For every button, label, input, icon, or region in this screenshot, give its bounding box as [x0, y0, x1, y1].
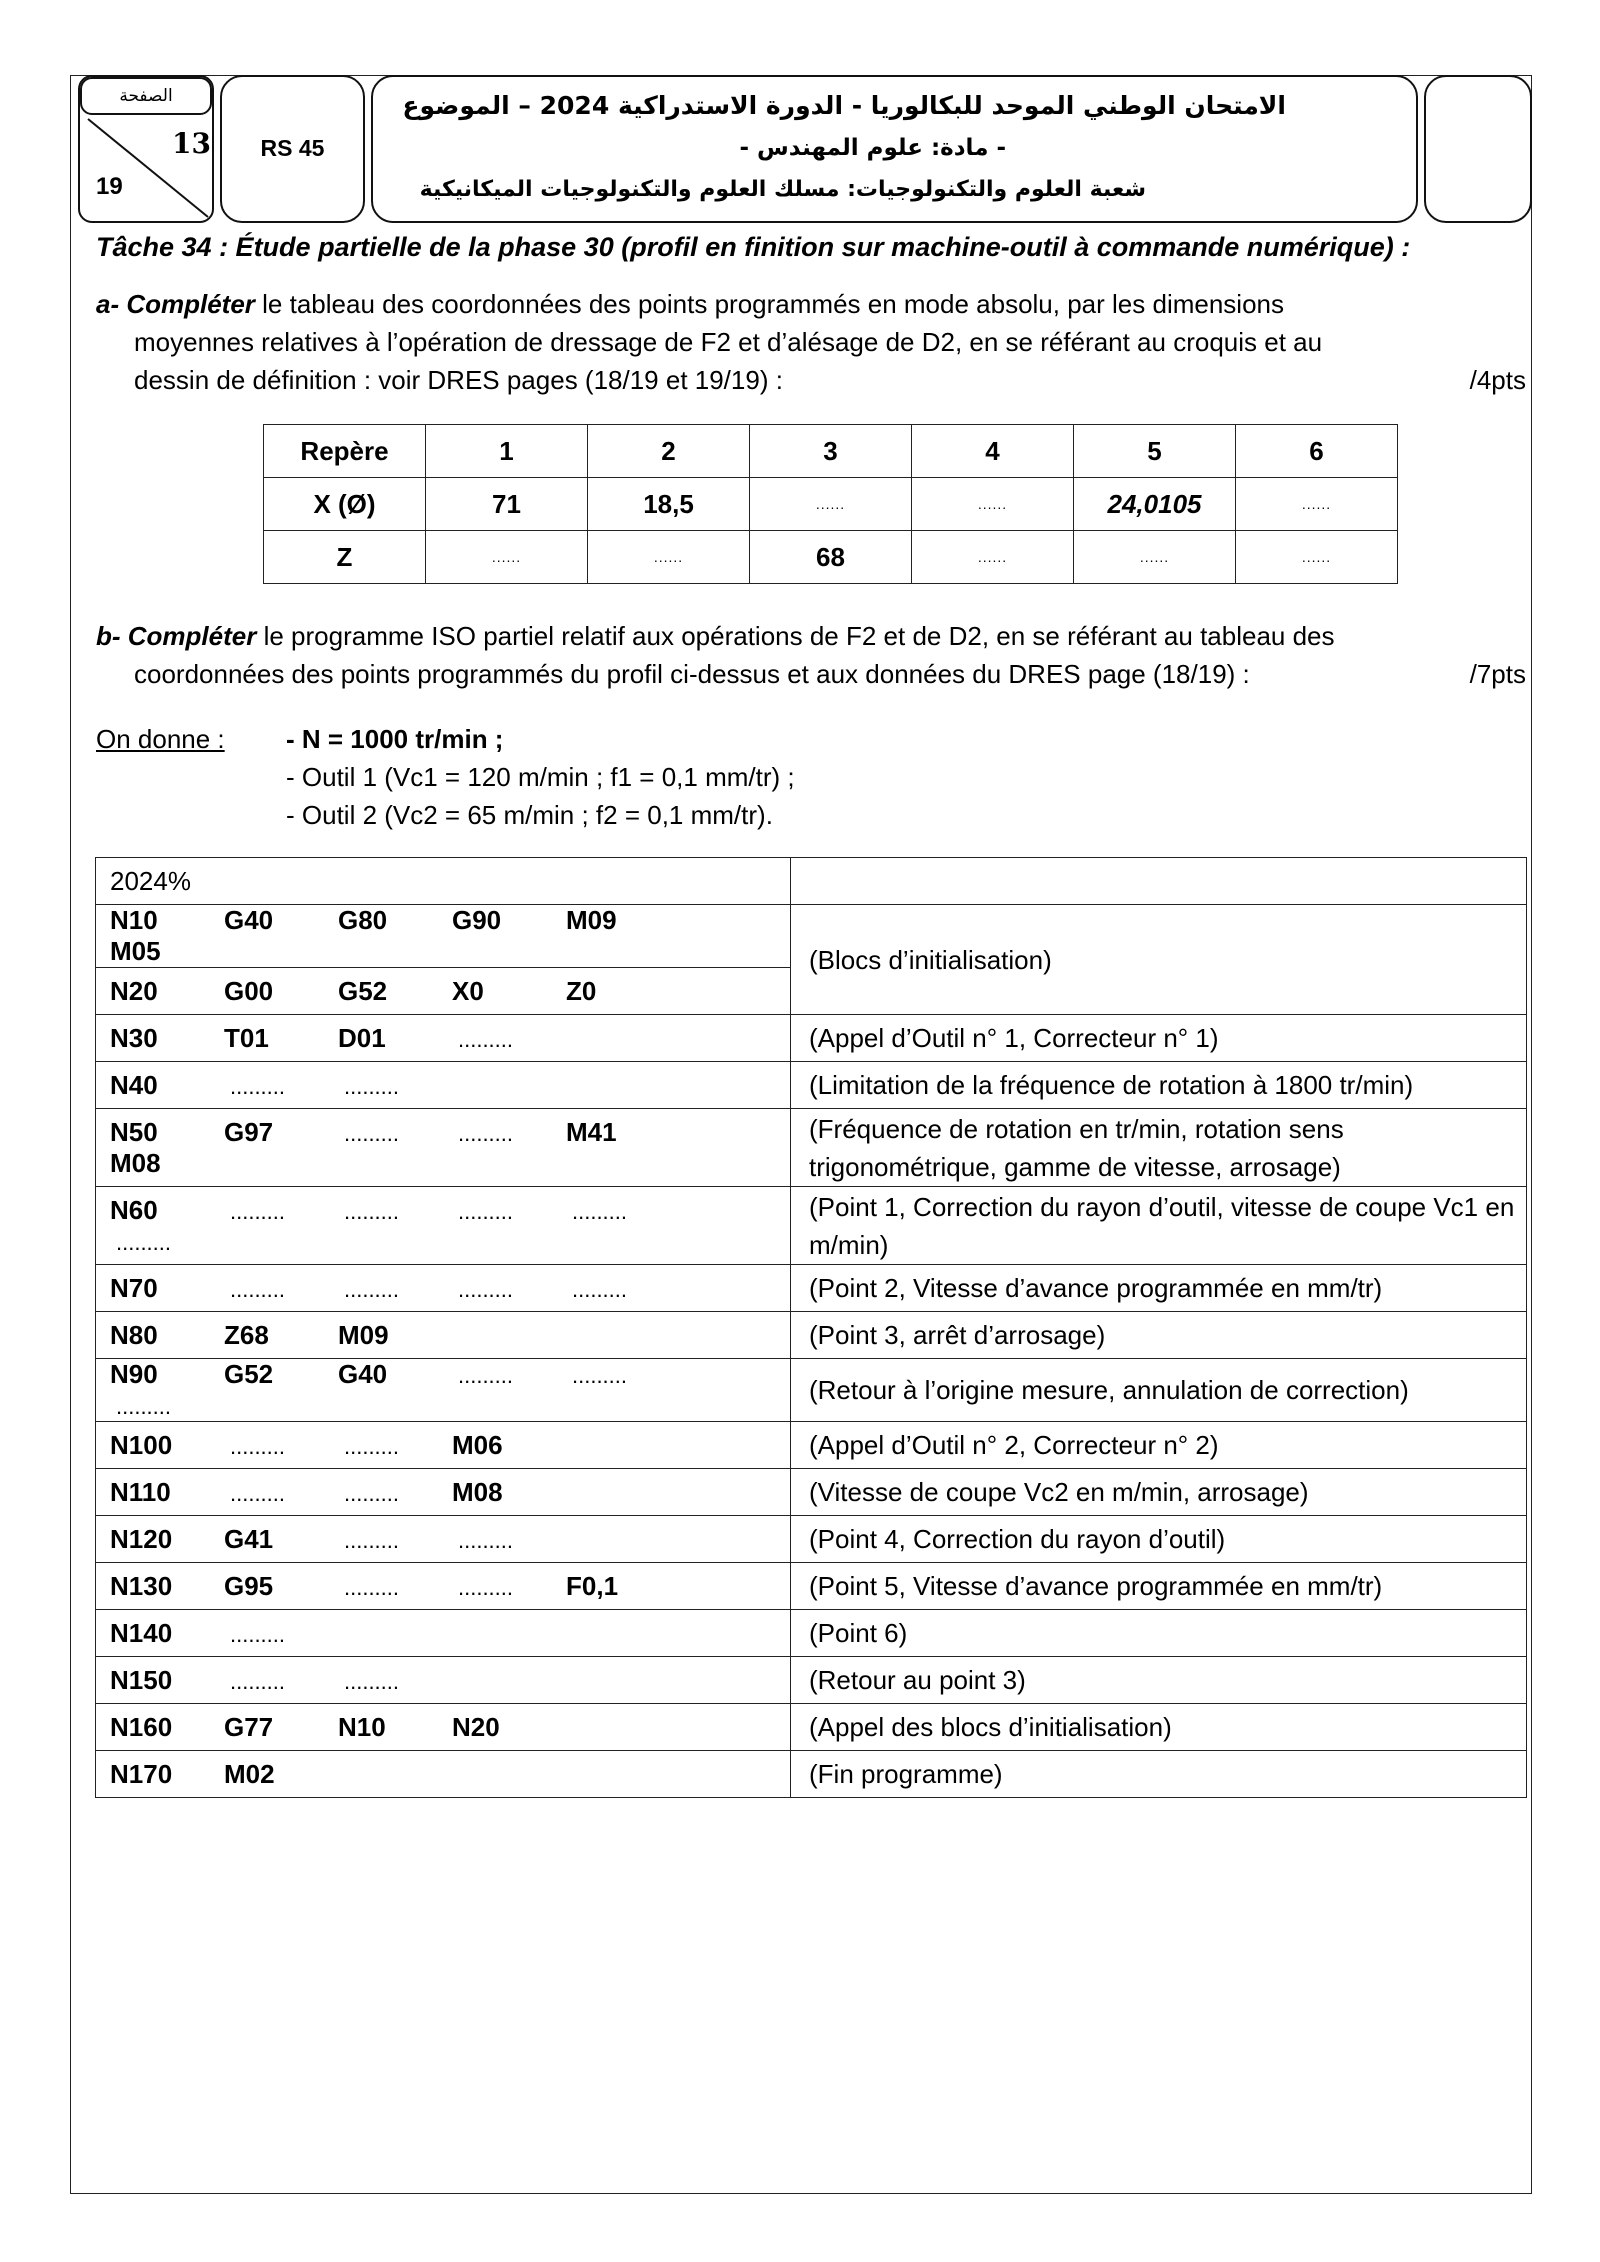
coords-x-cell: 18,5 [588, 478, 750, 531]
blank-field[interactable]: ......... [458, 1363, 514, 1388]
program-comment: (Appel d’Outil n° 1, Correcteur n° 1) [791, 1015, 1527, 1062]
program-word: N100 [110, 1429, 173, 1460]
program-word: D01 [338, 1022, 386, 1053]
coords-col-header: 6 [1236, 425, 1398, 478]
iso-program-table [95, 857, 1527, 1798]
program-comment: (Retour au point 3) [791, 1657, 1527, 1704]
coords-col-header: 3 [750, 425, 912, 478]
program-comment: (Appel d’Outil n° 2, Correcteur n° 2) [791, 1422, 1527, 1469]
part-a-label: a- Compléter [96, 289, 255, 319]
coords-x-row [264, 478, 1398, 531]
program-comment: (Point 2, Vitesse d’avance programmée en mm/tr) [791, 1265, 1527, 1312]
program-comment: (Blocs d’initialisation) [791, 905, 1527, 1015]
part-a-line-2: moyennes relatives à l’opération de dressage de F2 et d’alésage de D2, en se référant au croquis et au [134, 327, 1323, 357]
coords-row-header: Z [264, 531, 426, 584]
blank-field[interactable]: ......... [344, 1527, 400, 1553]
program-word: M09 [566, 905, 617, 935]
program-row [96, 1422, 1527, 1469]
program-word: M09 [338, 1319, 389, 1350]
program-word: G77 [224, 1711, 274, 1742]
blank-field[interactable]: ......... [230, 1621, 286, 1647]
program-comment: (Point 3, arrêt d’arrosage) [791, 1312, 1527, 1359]
program-word: T01 [224, 1022, 269, 1053]
coords-col-header: 2 [588, 425, 750, 478]
program-header-row [96, 858, 1527, 905]
program-word: N110 [110, 1476, 171, 1507]
program-word: G52 [224, 1359, 274, 1389]
blank-field[interactable]: ......... [458, 1574, 514, 1600]
blank-field[interactable]: ......... [572, 1276, 628, 1302]
coords-header-row [264, 425, 1398, 478]
program-row [96, 1610, 1527, 1657]
program-block [96, 1062, 791, 1109]
program-number: 2024% [96, 858, 791, 905]
blank-field[interactable]: ......... [458, 1026, 514, 1052]
program-word: M06 [452, 1429, 503, 1460]
coords-col-header: 1 [426, 425, 588, 478]
program-word: G95 [224, 1570, 274, 1601]
program-row [96, 1109, 1527, 1187]
program-block [96, 1751, 791, 1798]
program-block [96, 1312, 791, 1359]
program-word: N90 [110, 1359, 158, 1389]
part-b-instructions [96, 617, 1526, 693]
program-row [96, 1657, 1527, 1704]
exam-subject: - مادة: علوم المهندس - [739, 135, 1006, 161]
part-b-points: /7pts [1469, 659, 1526, 689]
blank-field[interactable]: ......... [458, 1120, 514, 1146]
blank-field[interactable]: ......... [458, 1198, 514, 1224]
coords-z-cell: ...... [588, 531, 750, 584]
program-word: M08 [452, 1476, 503, 1507]
part-a-line-3: dessin de définition : voir DRES pages (18/19 et 19/19) : /4pts [96, 361, 1526, 399]
part-b-label: b- Compléter [96, 621, 257, 651]
program-word: N30 [110, 1022, 158, 1053]
program-header-comment [791, 858, 1527, 905]
exam-stream: شعبة العلوم والتكنولوجيات: مسلك العلوم والتكنولوجيات الميكانيكية [419, 177, 1146, 202]
given-item: - N = 1000 tr/min ; [286, 724, 504, 754]
blank-field[interactable]: ......... [458, 1527, 514, 1553]
program-word: Z0 [566, 975, 597, 1006]
program-row [96, 1469, 1527, 1516]
given-item: - Outil 2 (Vc2 = 65 m/min ; f2 = 0,1 mm/tr). [286, 800, 773, 830]
program-block [96, 1015, 791, 1062]
coords-x-cell: 71 [426, 478, 588, 531]
program-word: N140 [110, 1617, 173, 1648]
program-row [96, 905, 1527, 968]
part-a-points: /4pts [1469, 365, 1526, 395]
coords-row-header: X (Ø) [264, 478, 426, 531]
blank-field[interactable]: ......... [344, 1668, 400, 1694]
page-total: 19 [96, 173, 123, 200]
coords-z-cell: ...... [912, 531, 1074, 584]
program-word: N70 [110, 1272, 158, 1303]
program-comment: (Point 6) [791, 1610, 1527, 1657]
blank-field[interactable]: ......... [572, 1363, 628, 1388]
program-word: G40 [224, 905, 274, 935]
program-word: X0 [452, 975, 484, 1006]
coords-z-cell: ...... [1074, 531, 1236, 584]
task-title: Tâche 34 : Étude partielle de la phase 30 (profil en finition sur machine-outil à commande numérique) : [96, 232, 1411, 262]
program-row [96, 1187, 1527, 1265]
program-comment: (Fréquence de rotation en tr/min, rotation sens trigonométrique, gamme de vitesse, arrosage) [791, 1109, 1527, 1187]
program-word: N80 [110, 1319, 158, 1350]
program-block [96, 1704, 791, 1751]
blank-field[interactable]: ......... [230, 1433, 286, 1459]
program-block [96, 1469, 791, 1516]
program-row [96, 1265, 1527, 1312]
program-comment: (Point 1, Correction du rayon d’outil, vitesse de coupe Vc1 en m/min) [791, 1187, 1527, 1265]
part-b-line-2: coordonnées des points programmés du profil ci-dessus et aux données du DRES page (18/19) : /7pts [96, 655, 1526, 693]
blank-field[interactable]: ......... [230, 1276, 286, 1302]
program-comment: (Limitation de la fréquence de rotation à 1800 tr/min) [791, 1062, 1527, 1109]
coords-col-header: 5 [1074, 425, 1236, 478]
blank-field[interactable]: ......... [230, 1073, 286, 1099]
part-a-line-1: a- Compléter le tableau des coordonnées des points programmés en mode absolu, par les dimensions [96, 289, 1284, 319]
program-row [96, 1062, 1527, 1109]
exam-title: الامتحان الوطني الموحد للبكالوريا - الدورة الاستدراكية 2024 – الموضوع [402, 91, 1286, 120]
blank-field[interactable]: ......... [344, 1480, 400, 1506]
program-block [96, 968, 791, 1015]
coords-z-cell: 68 [750, 531, 912, 584]
program-word: N10 [110, 905, 158, 935]
program-word: M41 [566, 1116, 617, 1147]
program-comment: (Vitesse de coupe Vc2 en m/min, arrosage) [791, 1469, 1527, 1516]
blank-field[interactable]: ......... [344, 1574, 400, 1600]
program-word: M08 [110, 1147, 161, 1178]
exam-code: RS 45 [260, 135, 325, 161]
blank-field[interactable]: ......... [230, 1668, 286, 1694]
program-word: N130 [110, 1570, 173, 1601]
blank-field[interactable]: ......... [572, 1198, 628, 1224]
blank-field[interactable]: ......... [344, 1198, 400, 1224]
program-word: Z68 [224, 1319, 269, 1350]
program-block [96, 1563, 791, 1610]
coords-x-cell: ...... [1236, 478, 1398, 531]
program-word: G97 [224, 1116, 274, 1147]
exam-title-box [371, 75, 1418, 223]
program-word: N120 [110, 1523, 173, 1554]
program-word: N170 [110, 1758, 173, 1789]
program-comment: (Fin programme) [791, 1751, 1527, 1798]
program-word: N20 [110, 975, 158, 1006]
program-word: M02 [224, 1758, 275, 1789]
program-block [96, 1516, 791, 1563]
program-block [96, 1422, 791, 1469]
given-item: - Outil 1 (Vc1 = 120 m/min ; f1 = 0,1 mm/tr) ; [286, 762, 795, 792]
blank-field[interactable]: ......... [230, 1480, 286, 1506]
coords-x-cell: ...... [750, 478, 912, 531]
program-row [96, 1516, 1527, 1563]
program-comment: (Appel des blocs d’initialisation) [791, 1704, 1527, 1751]
program-word: G41 [224, 1523, 274, 1554]
coords-z-row [264, 531, 1398, 584]
program-word: N20 [452, 1711, 500, 1742]
coords-z-cell: ...... [1236, 531, 1398, 584]
program-block [96, 1187, 791, 1265]
part-b-line-1: b- Compléter le programme ISO partiel relatif aux opérations de F2 et de D2, en se référant au tableau des [96, 621, 1335, 651]
program-block [96, 1265, 791, 1312]
program-word: N60 [110, 1194, 158, 1225]
blank-field[interactable]: ......... [344, 1073, 400, 1099]
blank-field[interactable]: ......... [344, 1120, 400, 1146]
coords-x-cell: ...... [912, 478, 1074, 531]
coordinates-table [263, 424, 1398, 584]
program-word: F0,1 [566, 1570, 619, 1601]
program-word: G80 [338, 905, 388, 935]
program-row [96, 1751, 1527, 1798]
program-row [96, 1563, 1527, 1610]
program-word: G90 [452, 905, 502, 935]
program-block [96, 1359, 791, 1422]
program-row [96, 1704, 1527, 1751]
program-word: G52 [338, 975, 388, 1006]
program-word: G00 [224, 975, 274, 1006]
coords-z-cell: ...... [426, 531, 588, 584]
coords-x-cell: 24,0105 [1074, 478, 1236, 531]
blank-field[interactable]: ......... [116, 1394, 172, 1419]
program-word: N40 [110, 1069, 158, 1100]
blank-field[interactable]: ......... [344, 1433, 400, 1459]
program-word: M05 [110, 936, 161, 966]
program-row [96, 1312, 1527, 1359]
blank-field[interactable]: ......... [344, 1276, 400, 1302]
program-comment: (Point 5, Vitesse d’avance programmée en mm/tr) [791, 1563, 1527, 1610]
page-number: 13 [172, 127, 211, 160]
program-comment: (Retour à l’origine mesure, annulation de correction) [791, 1359, 1527, 1422]
given-label: On donne : [96, 724, 225, 754]
blank-field[interactable]: ......... [458, 1276, 514, 1302]
part-a-instructions [96, 285, 1526, 399]
blank-header-box [1424, 75, 1532, 223]
program-block [96, 1610, 791, 1657]
program-block [96, 1657, 791, 1704]
blank-field[interactable]: ......... [230, 1198, 286, 1224]
program-word: N50 [110, 1116, 158, 1147]
program-block [96, 1109, 791, 1187]
exam-code-box [220, 75, 365, 223]
program-row [96, 1359, 1527, 1422]
coords-col-header: 4 [912, 425, 1074, 478]
coords-row-header: Repère [264, 425, 426, 478]
program-word: N150 [110, 1664, 173, 1695]
program-comment: (Point 4, Correction du rayon d’outil) [791, 1516, 1527, 1563]
program-word: G40 [338, 1359, 388, 1389]
program-row [96, 1015, 1527, 1062]
blank-field[interactable]: ......... [116, 1229, 172, 1255]
program-word: N10 [338, 1711, 386, 1742]
page-label: الصفحة [80, 77, 212, 115]
program-word: N160 [110, 1711, 173, 1742]
program-block [96, 905, 791, 968]
